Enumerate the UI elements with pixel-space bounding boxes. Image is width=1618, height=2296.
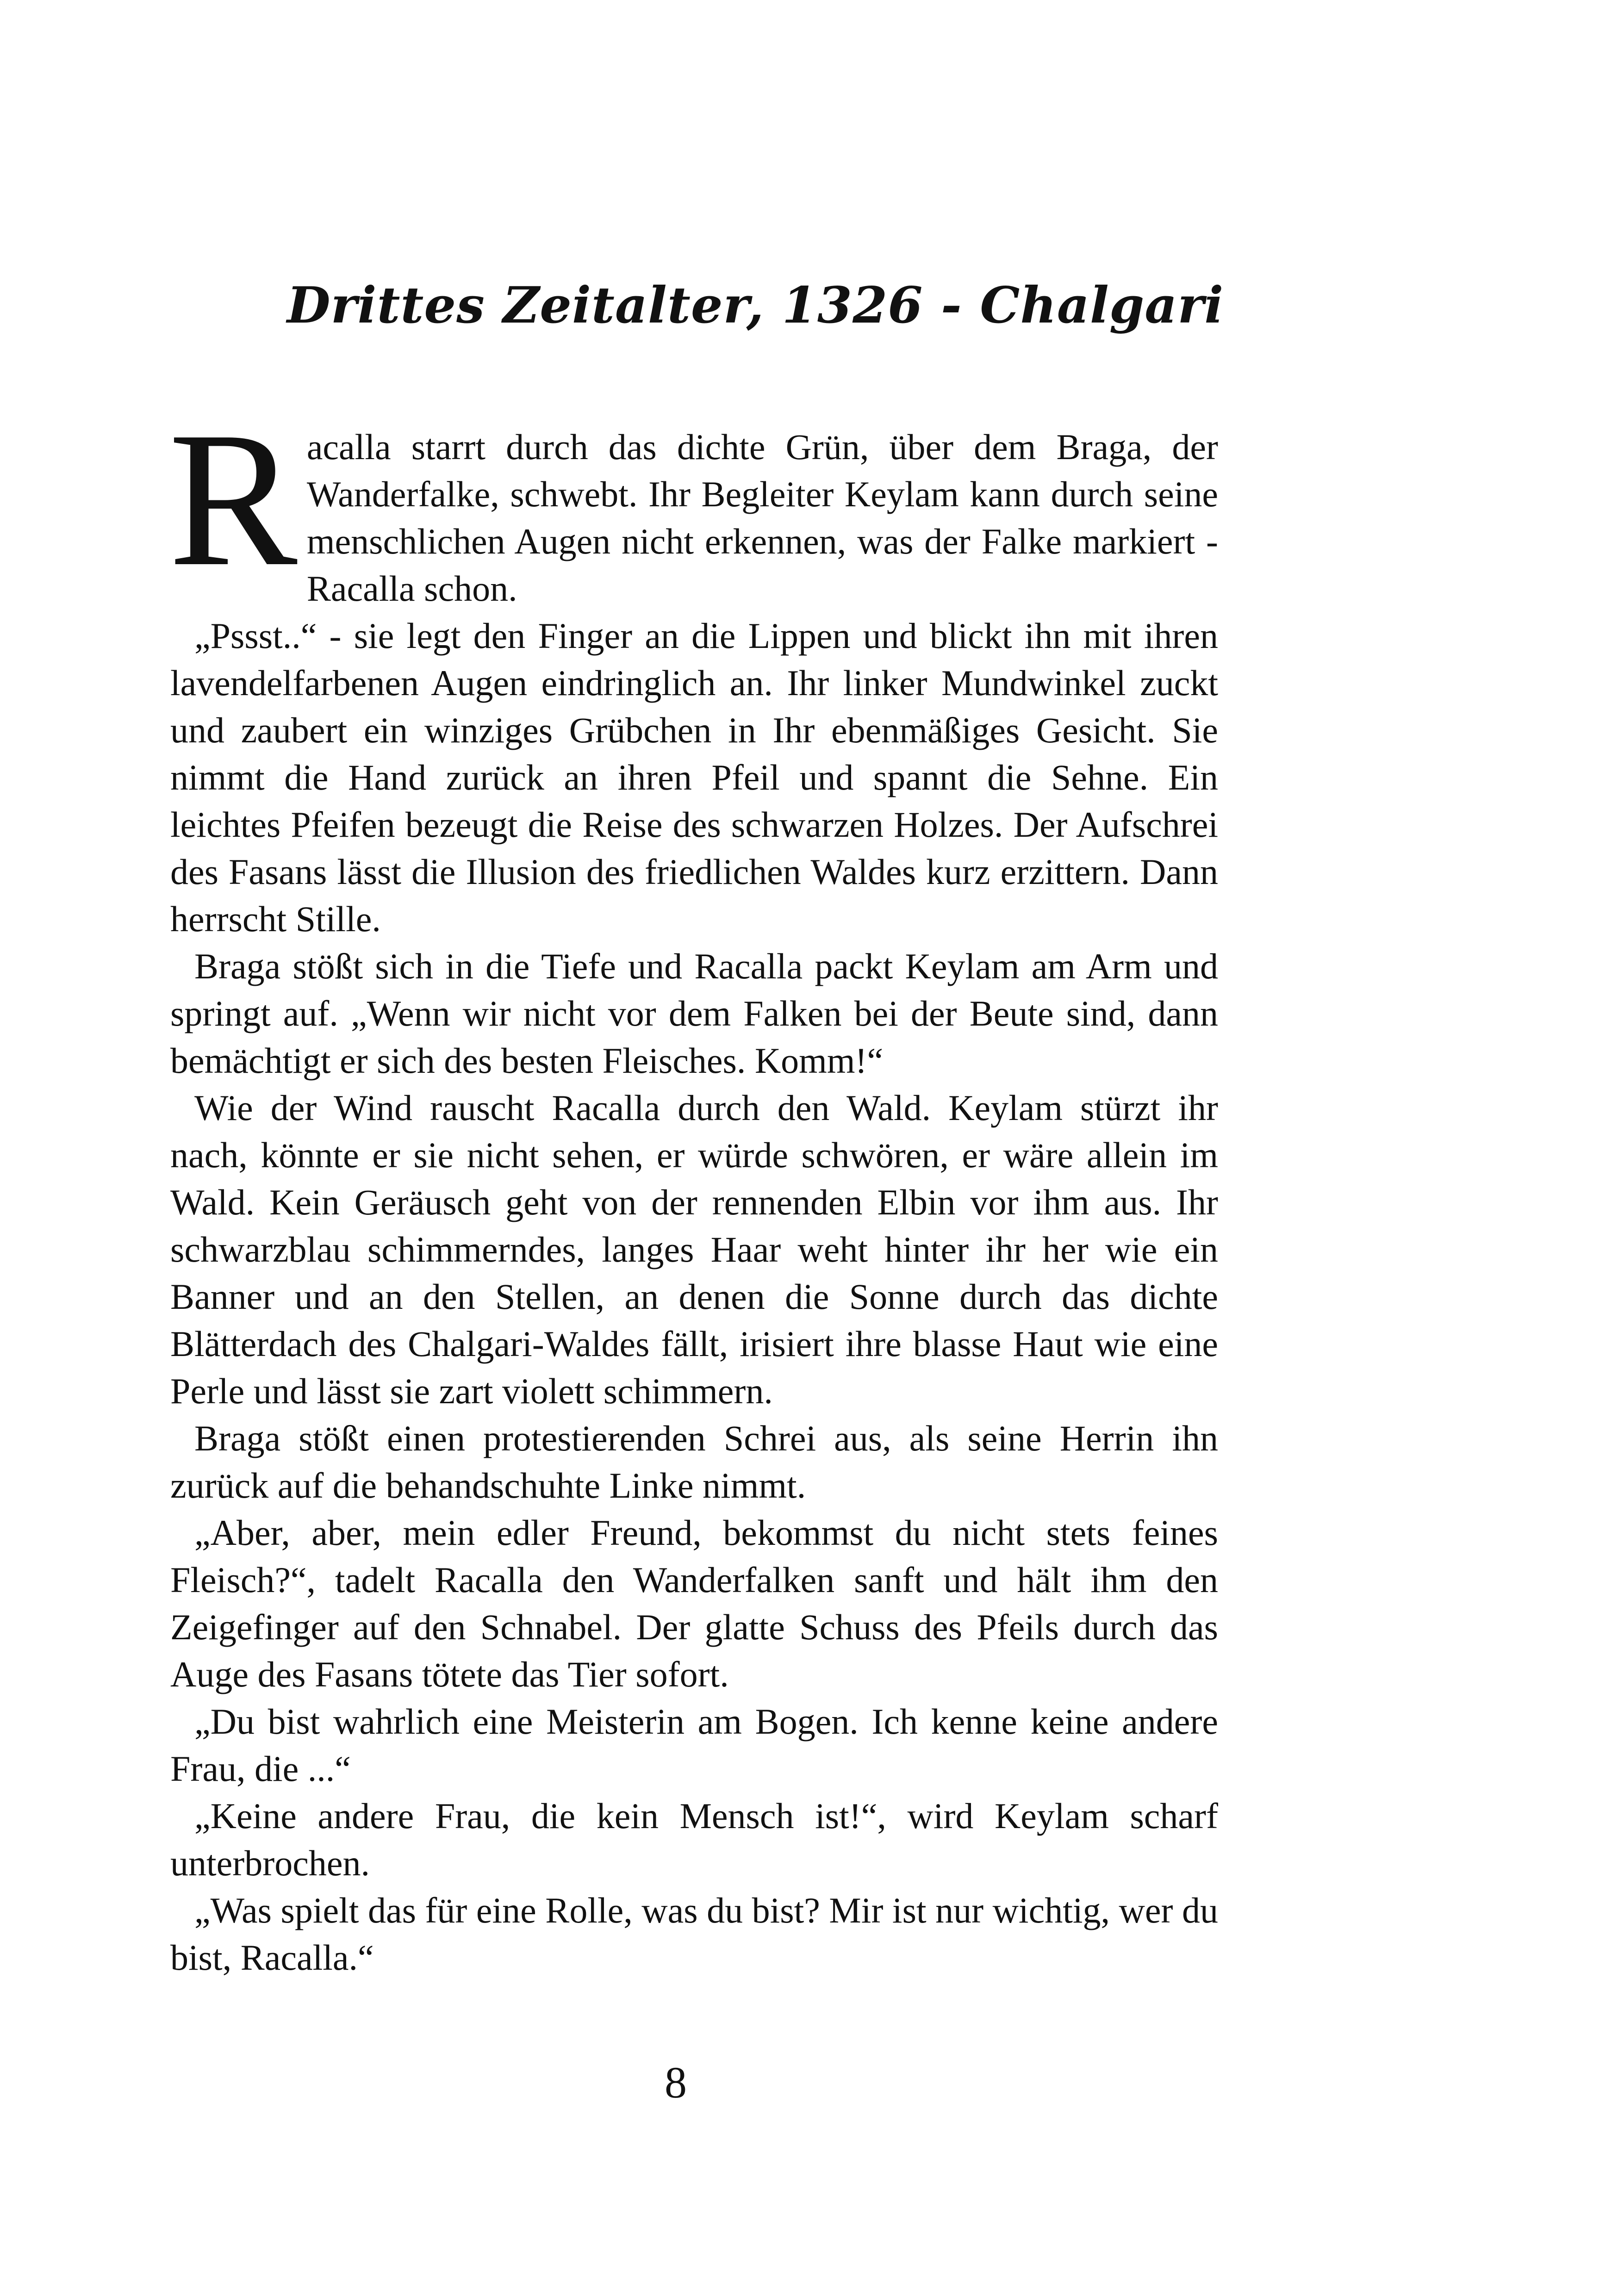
paragraph-4: Wie der Wind rauscht Racalla durch den Wald. Keylam stürzt ihr nach, könnte er sie nicht sehen, er würde schwören, er wäre allein im Wald. Kein Geräusch geht von der rennenden Elbin vor ihm aus. Ihr schwarzblau schimmerndes, langes Haar weht hinter ihr her wie ein Banner und an den Stellen, an denen die Sonne durch das dichte Blätterdach des Chalgari-Waldes fällt, irisiert ihre blasse Haut wie eine Perle und lässt sie zart violett schimmern. — [170, 1088, 1218, 1411]
paragraph-1 — [168, 392, 1218, 612]
paragraph-8: „Keine andere Frau, die kein Mensch ist!“, wird Keylam scharf unterbrochen. — [170, 1796, 1218, 1883]
paragraph-1-text: acalla starrt durch das dichte Grün, über dem Braga, der Wanderfalke, schwebt. Ihr Begleiter Keylam kann durch seine menschlichen Augen nicht erkennen, was der Falke markiert - Racalla schon. — [306, 427, 1218, 609]
paragraph-9: „Was spielt das für eine Rolle, was du bist? Mir ist nur wichtig, wer du bist, Racalla.“ — [170, 1890, 1218, 1978]
body-text — [168, 392, 1218, 1981]
drop-cap: R — [168, 392, 298, 606]
paragraph-6: „Aber, aber, mein edler Freund, bekommst du nicht stets feines Fleisch?“, tadelt Racalla den Wanderfalken sanft und hält ihm den Zeigefinger auf den Schnabel. Der glatte Schuss des Pfeils durch das Auge des Fasans tötete das Tier sofort. — [170, 1512, 1218, 1694]
paragraph-7: „Du bist wahrlich eine Meisterin am Bogen. Ich kenne keine andere Frau, die ...“ — [170, 1701, 1218, 1789]
chapter-title: Drittes Zeitalter, 1326 - Chalgari — [287, 276, 1224, 335]
paragraph-5: Braga stößt einen protestierenden Schrei aus, als seine Herrin ihn zurück auf die behandschuhte Linke nimmt. — [170, 1418, 1218, 1506]
paragraph-3: Braga stößt sich in die Tiefe und Racalla packt Keylam am Arm und springt auf. „Wenn wir nicht vor dem Falken bei der Beute sind, dann bemächtigt er sich des besten Fleisches. Komm!“ — [170, 946, 1218, 1081]
paragraph-2: „Pssst..“ - sie legt den Finger an die Lippen und blickt ihn mit ihren lavendelfarbenen Augen eindringlich an. Ihr linker Mundwinkel zuckt und zaubert ein winziges Grübchen in Ihr ebenmäßiges Gesicht. Sie nimmt die Hand zurück an ihren Pfeil und spannt die Sehne. Ein leichtes Pfeifen bezeugt die Reise des schwarzen Holzes. Der Aufschrei des Fasans lässt die Illusion des friedlichen Waldes kurz erzittern. Dann herrscht Stille. — [170, 616, 1218, 939]
page-number: 8 — [665, 2058, 687, 2107]
